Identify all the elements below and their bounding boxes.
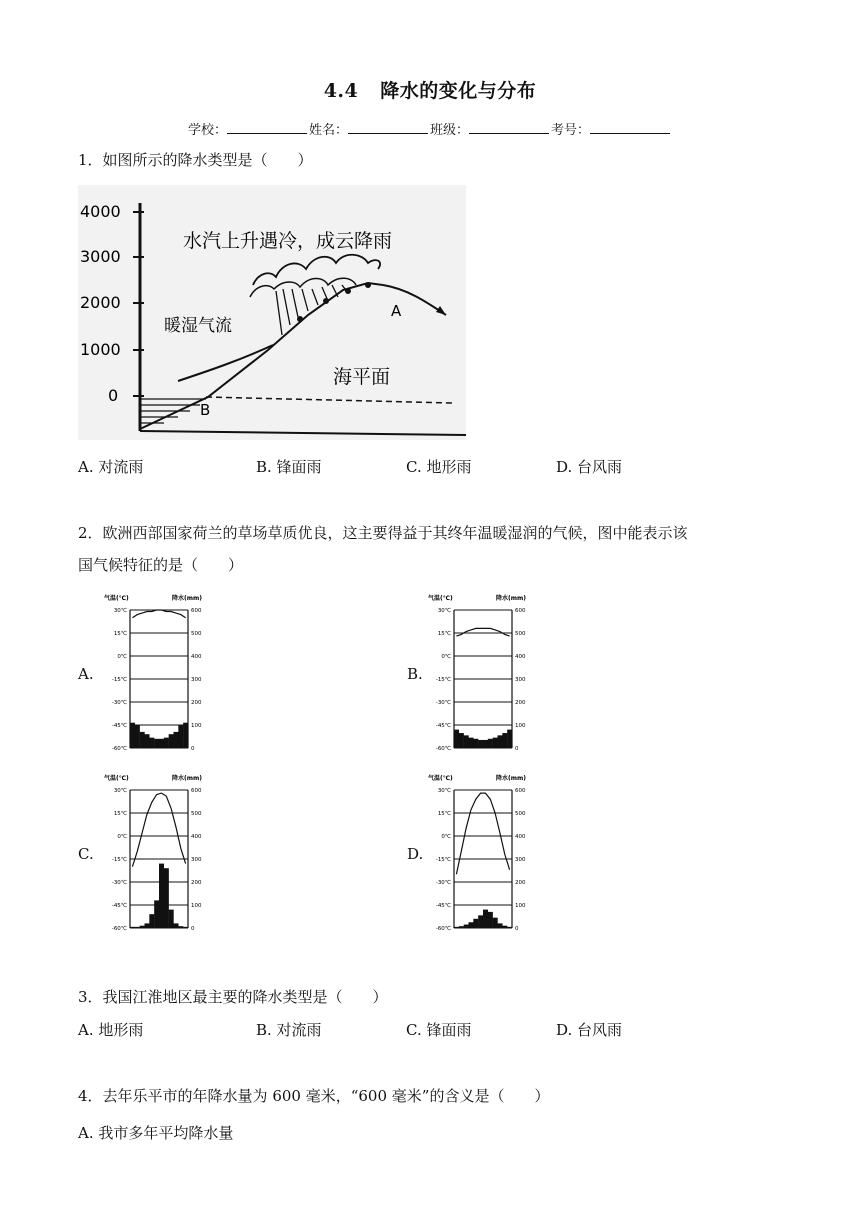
temp-tick-label: -15℃ (111, 677, 127, 683)
q1-option-c[interactable]: C. 地形雨 (406, 458, 472, 476)
temp-tick-label: 15℃ (113, 811, 127, 817)
temp-tick-label: -60℃ (111, 926, 127, 932)
precip-tick-label: 300 (191, 857, 202, 863)
orographic-rain-diagram (78, 185, 466, 440)
temp-tick-label: 30℃ (113, 788, 127, 794)
cloud-outline (253, 255, 380, 285)
school-label: 学校： (187, 123, 227, 138)
question-2-stem-line-1: 2．欧洲西部国家荷兰的草场草质优良，这主要得益于其终年温暖湿润的气候，图中能表示该 (78, 524, 688, 542)
precip-bar (493, 738, 498, 748)
precip-bar (483, 740, 488, 748)
label-warm-humid-air: 暖湿气流 (164, 316, 232, 336)
climate-chart-c[interactable] (104, 770, 222, 940)
temp-tick-label: 15℃ (437, 811, 451, 817)
precip-bar (164, 868, 169, 928)
climate-chart-a[interactable] (104, 590, 222, 760)
precip-tick-label: 100 (191, 723, 202, 729)
precip-bar (488, 912, 493, 928)
precip-tick-label: 100 (191, 903, 202, 909)
precip-tick-label: 500 (191, 631, 202, 637)
q1-option-b[interactable]: B. 锋面雨 (256, 458, 322, 476)
precip-bar (169, 734, 174, 748)
precip-bar (145, 734, 150, 748)
temp-tick-label: 0℃ (117, 654, 127, 660)
y-tick-1000: 1000 (80, 340, 121, 359)
precip-bar (493, 918, 498, 928)
question-4-stem: 4．去年乐平市的年降水量为 600 毫米，“600 毫米”的含义是（ ） (78, 1087, 550, 1105)
q2-option-b-letter[interactable]: B. (407, 665, 423, 683)
temp-tick-label: -45℃ (111, 723, 127, 729)
temp-tick-label: -15℃ (111, 857, 127, 863)
precip-bar (149, 914, 154, 928)
school-blank[interactable] (227, 121, 307, 134)
temp-tick-label: 15℃ (113, 631, 127, 637)
q3-option-a[interactable]: A. 地形雨 (78, 1021, 144, 1039)
class-label: 班级： (430, 123, 470, 138)
precip-tick-label: 400 (191, 654, 202, 660)
precip-tick-label: 400 (191, 834, 202, 840)
temp-tick-label: -15℃ (435, 677, 451, 683)
exam-no-blank[interactable] (590, 121, 670, 134)
temp-tick-label: 30℃ (437, 608, 451, 614)
temperature-curve (456, 628, 509, 636)
precip-tick-label: 600 (515, 608, 526, 614)
orographic-rain-figure (78, 185, 466, 440)
precip-tick-label: 300 (515, 857, 526, 863)
temp-tick-label: -30℃ (111, 700, 127, 706)
precip-tick-label: 0 (191, 746, 195, 752)
q3-option-c[interactable]: C. 锋面雨 (406, 1021, 472, 1039)
y-tick-2000: 2000 (80, 293, 121, 312)
precip-bar (473, 739, 478, 748)
precip-bar (130, 723, 135, 748)
student-info-line (0, 119, 860, 138)
precip-tick-label: 600 (515, 788, 526, 794)
label-rising-vapor: 水汽上升遇冷，成云降雨 (183, 230, 393, 252)
question-2-stem-line-2: 国气候特征的是（ ） (78, 556, 244, 574)
precip-bar (154, 739, 159, 748)
precip-bar (174, 923, 179, 928)
temp-axis-header: 气温(℃) (104, 775, 129, 782)
class-blank[interactable] (469, 121, 549, 134)
precip-bar (159, 739, 164, 748)
precip-bar (498, 923, 503, 928)
label-point-b: B (200, 401, 211, 419)
page-title (0, 76, 860, 103)
temp-tick-label: -30℃ (435, 700, 451, 706)
precip-tick-label: 300 (191, 677, 202, 683)
temperature-curve (132, 610, 185, 618)
precip-bar (149, 738, 154, 748)
precip-tick-label: 400 (515, 654, 526, 660)
name-blank[interactable] (348, 121, 428, 134)
precip-axis-header: 降水(mm) (496, 775, 526, 782)
precip-bar (135, 725, 140, 748)
label-sea-level: 海平面 (333, 366, 391, 388)
precip-bar (469, 922, 474, 928)
precip-tick-label: 100 (515, 723, 526, 729)
precip-tick-label: 400 (515, 834, 526, 840)
temp-tick-label: 0℃ (117, 834, 127, 840)
precip-bar (488, 739, 493, 748)
temp-tick-label: -15℃ (435, 857, 451, 863)
climate-chart-b[interactable] (428, 590, 546, 760)
precip-bar (178, 725, 183, 748)
temp-tick-label: -60℃ (435, 926, 451, 932)
precip-tick-label: 0 (191, 926, 195, 932)
precip-tick-label: 200 (515, 880, 526, 886)
precip-bar (483, 910, 488, 928)
sea-level-line (206, 397, 453, 403)
temperature-curve (456, 793, 509, 874)
question-1-stem: 1．如图所示的降水类型是（ ） (78, 151, 313, 169)
temp-tick-label: -45℃ (435, 903, 451, 909)
q2-option-c-letter[interactable]: C. (78, 845, 94, 863)
q1-option-d[interactable]: D. 台风雨 (556, 458, 623, 476)
q2-option-d-letter[interactable]: D. (407, 845, 424, 863)
precip-axis-header: 降水(mm) (496, 595, 526, 602)
q3-option-b[interactable]: B. 对流雨 (256, 1021, 322, 1039)
precip-bar (502, 733, 507, 748)
precip-bar (473, 919, 478, 928)
temp-tick-label: 0℃ (441, 834, 451, 840)
temp-tick-label: -30℃ (435, 880, 451, 886)
precip-tick-label: 0 (515, 746, 519, 752)
name-label: 姓名： (308, 123, 348, 138)
precip-tick-label: 300 (515, 677, 526, 683)
temp-tick-label: 0℃ (441, 654, 451, 660)
temp-tick-label: -30℃ (111, 880, 127, 886)
precip-tick-label: 600 (191, 608, 202, 614)
lesson-title: 降水的变化与分布 (380, 80, 537, 102)
precip-bar (159, 864, 164, 928)
question-3-stem: 3．我国江淮地区最主要的降水类型是（ ） (78, 988, 388, 1006)
y-tick-0: 0 (108, 386, 119, 405)
precip-bar (169, 910, 174, 928)
q4-option-a[interactable]: A. 我市多年平均降水量 (78, 1124, 234, 1142)
mountain-windward-slope (140, 283, 383, 429)
precip-bar (140, 732, 145, 748)
precip-bar (469, 738, 474, 748)
precip-axis-header: 降水(mm) (172, 595, 202, 602)
temp-tick-label: -45℃ (111, 903, 127, 909)
precip-bar (454, 730, 459, 748)
precip-bar (478, 740, 483, 748)
temp-tick-label: 30℃ (437, 788, 451, 794)
precip-bar (478, 915, 483, 928)
warm-humid-airflow (178, 345, 273, 381)
lesson-number: 4.4 (323, 80, 359, 102)
temp-axis-header: 气温(℃) (428, 775, 453, 782)
y-tick-4000: 4000 (80, 202, 121, 221)
q3-option-d[interactable]: D. 台风雨 (556, 1021, 623, 1039)
precip-bar (464, 925, 469, 928)
precip-bar (498, 735, 503, 748)
temperature-curve (132, 793, 185, 867)
temp-tick-label: -45℃ (435, 723, 451, 729)
y-tick-3000: 3000 (80, 247, 121, 266)
precip-tick-label: 100 (515, 903, 526, 909)
temp-tick-label: 15℃ (437, 631, 451, 637)
precip-tick-label: 500 (515, 811, 526, 817)
precip-bar (459, 733, 464, 748)
temp-tick-label: 30℃ (113, 608, 127, 614)
precip-tick-label: 200 (191, 700, 202, 706)
temp-axis-header: 气温(℃) (104, 595, 129, 602)
label-point-a: A (391, 302, 402, 320)
temp-axis-header: 气温(℃) (428, 595, 453, 602)
precip-tick-label: 200 (191, 880, 202, 886)
temp-tick-label: -60℃ (435, 746, 451, 752)
precip-tick-label: 600 (191, 788, 202, 794)
temp-tick-label: -60℃ (111, 746, 127, 752)
precip-tick-label: 0 (515, 926, 519, 932)
precip-tick-label: 200 (515, 700, 526, 706)
exam-no-label: 考号： (551, 123, 591, 138)
q1-option-a[interactable]: A. 对流雨 (78, 458, 144, 476)
precip-tick-label: 500 (515, 631, 526, 637)
precip-bar (164, 738, 169, 748)
precip-axis-header: 降水(mm) (172, 775, 202, 782)
climate-chart-d[interactable] (428, 770, 546, 940)
precip-bar (145, 923, 150, 928)
precip-bar (174, 732, 179, 748)
rain-streaks (276, 285, 348, 335)
q2-option-a-letter[interactable]: A. (78, 665, 94, 683)
precip-bar (464, 735, 469, 748)
precip-tick-label: 500 (191, 811, 202, 817)
